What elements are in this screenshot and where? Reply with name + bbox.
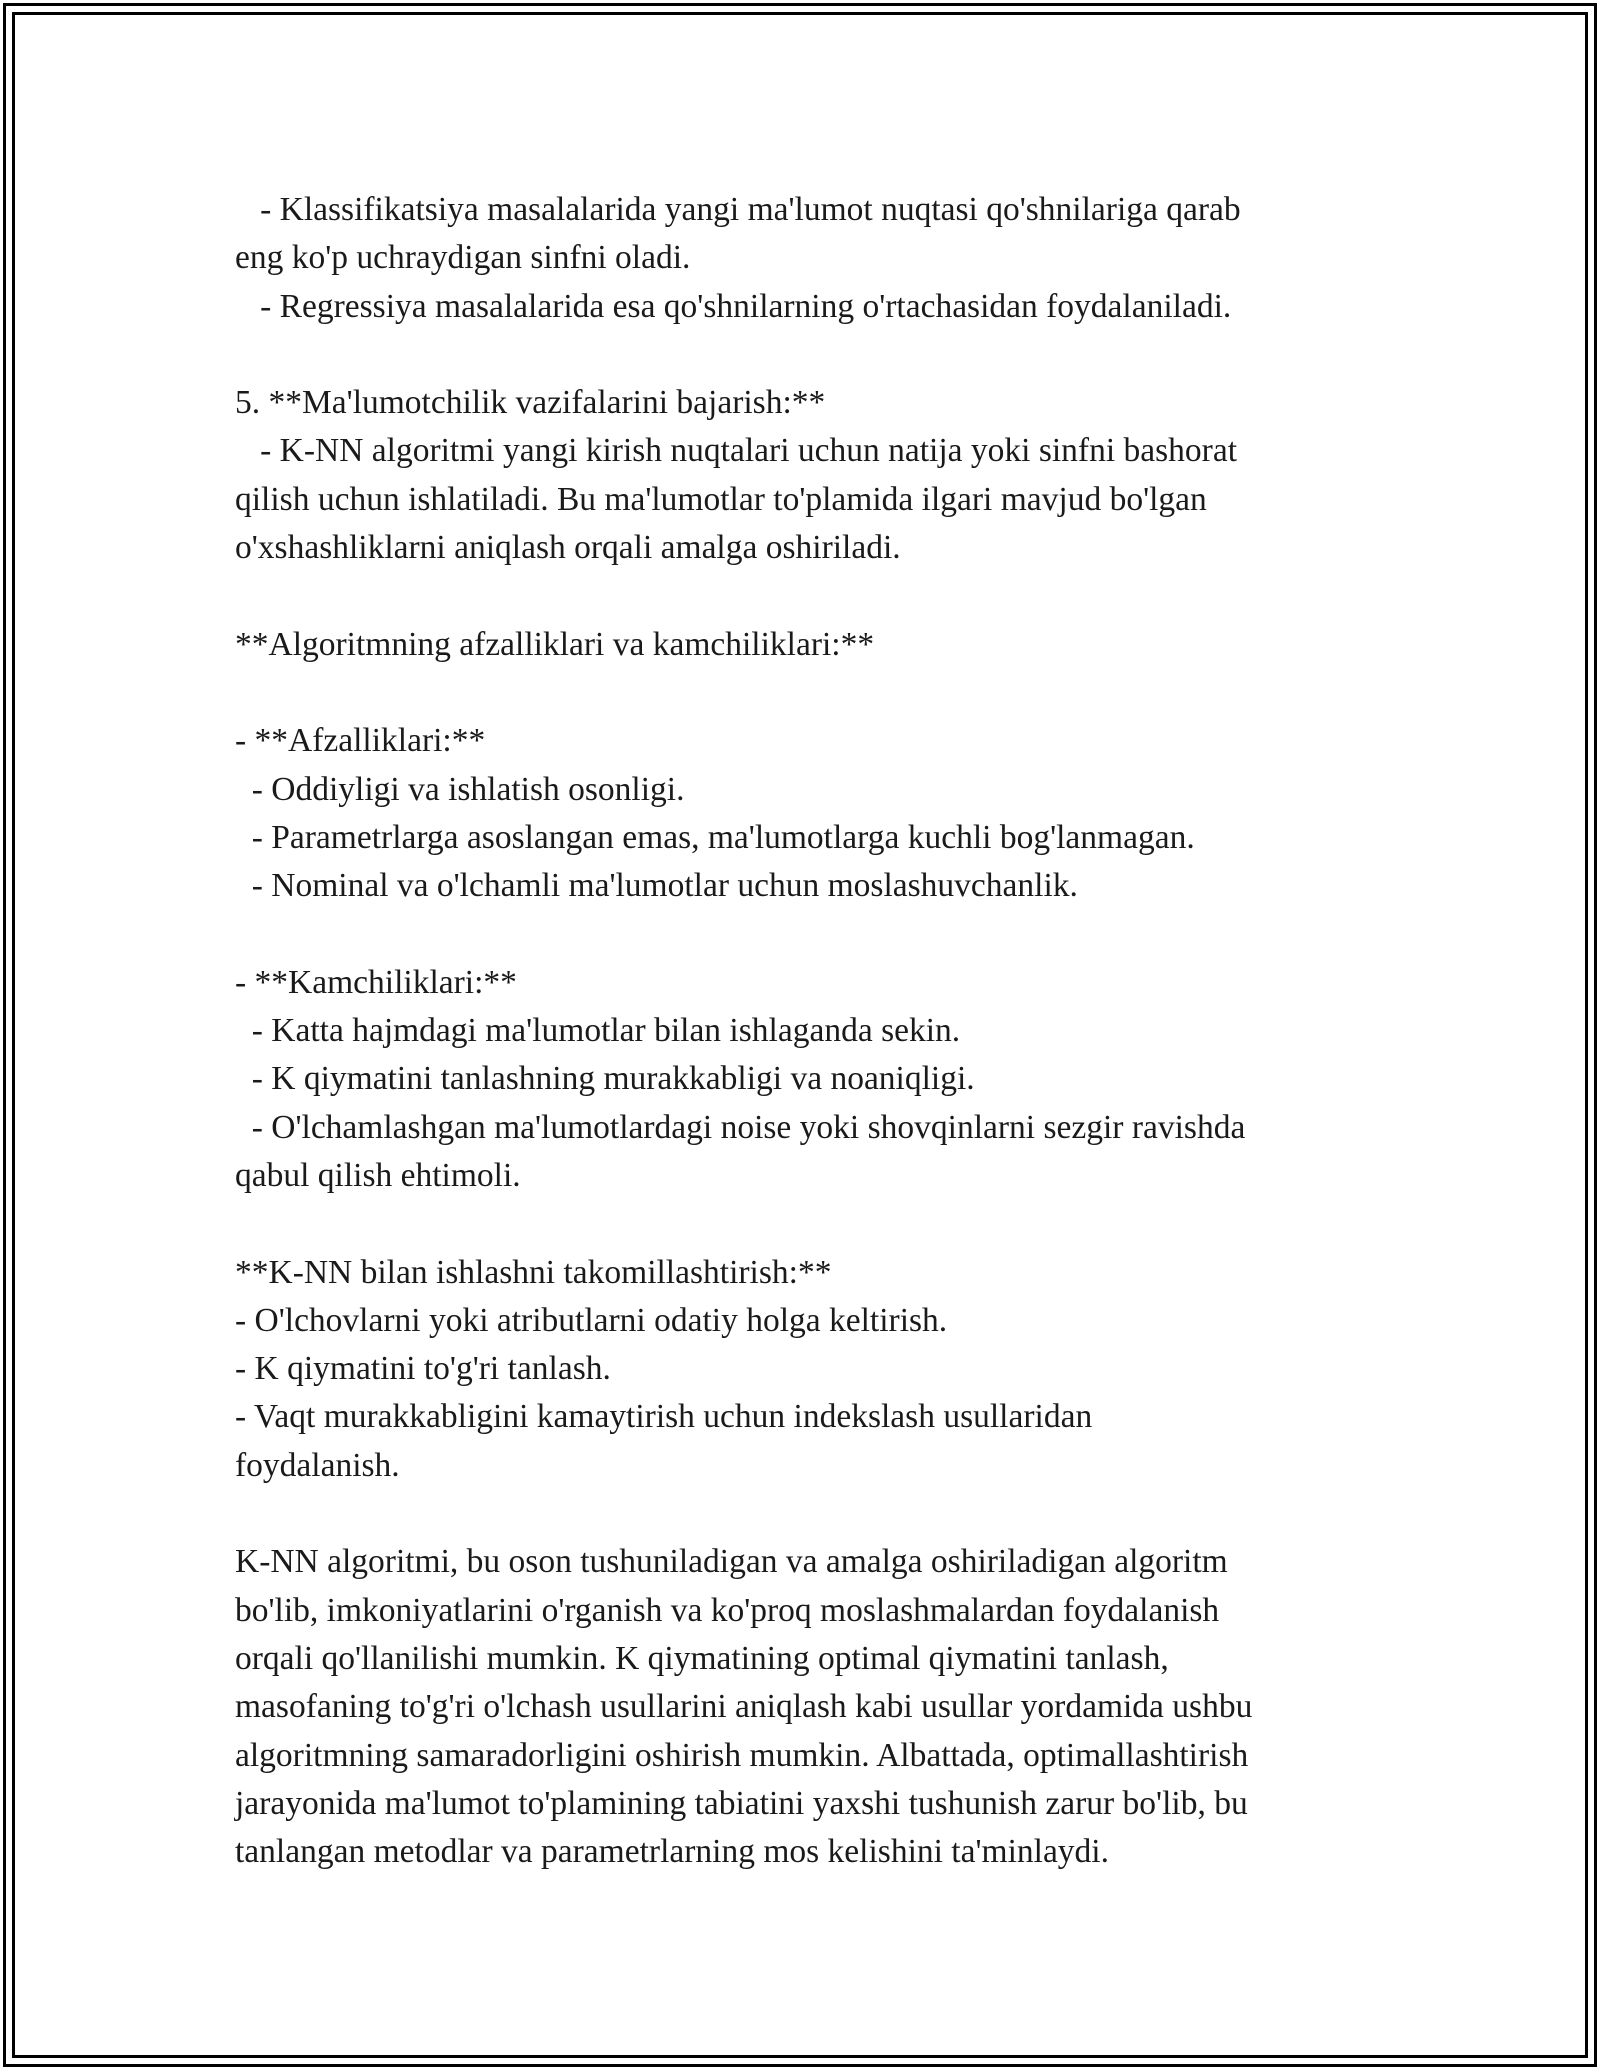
blank-line: [235, 1200, 1365, 1248]
paragraph-line: bo'lib, imkoniyatlarini o'rganish va ko'proq moslashmalardan foydalanish: [235, 1591, 1220, 1629]
section-heading: **Algoritmning afzalliklari va kamchiliklari:**: [235, 625, 875, 663]
text-line: foydalanish.: [235, 1446, 400, 1484]
paragraph-line: orqali qo'llanilishi mumkin. K qiymatining optimal qiymatini tanlash,: [235, 1639, 1169, 1677]
blank-line: [235, 1490, 1365, 1538]
list-heading: - **Kamchiliklari:**: [235, 963, 517, 1001]
list-item: - Katta hajmdagi ma'lumotlar bilan ishlaganda sekin.: [235, 1012, 961, 1050]
paragraph-line: masofaning to'g'ri o'lchash usullarini aniqlash kabi usullar yordamida ushbu: [235, 1688, 1253, 1726]
text-line: o'xshashliklarni aniqlash orqali amalga oshiriladi.: [235, 529, 901, 567]
blank-line: [235, 572, 1365, 620]
blank-line: [235, 669, 1365, 717]
list-item: - K qiymatini tanlashning murakkabligi va noaniqligi.: [235, 1060, 975, 1098]
list-heading: - **Afzalliklari:**: [235, 722, 486, 760]
list-item: - K qiymatini to'g'ri tanlash.: [235, 1350, 611, 1388]
list-item: - O'lchovlarni yoki atributlarni odatiy holga keltirish.: [235, 1301, 948, 1339]
list-item: - Nominal va o'lchamli ma'lumotlar uchun moslashuvchanlik.: [235, 867, 1078, 905]
text-line: - Klassifikatsiya masalalarida yangi ma'lumot nuqtasi qo'shnilariga qarab: [235, 191, 1241, 228]
text-line: qilish uchun ishlatiladi. Bu ma'lumotlar to'plamida ilgari mavjud bo'lgan: [235, 480, 1207, 518]
text-line: - Regressiya masalalarida esa qo'shnilarning o'rtachasidan foydalaniladi.: [235, 287, 1232, 325]
list-item: - O'lchamlashgan ma'lumotlardagi noise yoki shovqinlarni sezgir ravishda: [235, 1108, 1246, 1146]
paragraph-line: algoritmning samaradorligini oshirish mumkin. Albattada, optimallashtirish: [235, 1736, 1249, 1774]
paragraph-line: tanlangan metodlar va parametrlarning mos kelishini ta'minlaydi.: [235, 1833, 1109, 1871]
text-line: eng ko'p uchraydigan sinfni oladi.: [235, 239, 691, 277]
paragraph-line: jarayonida ma'lumot to'plamining tabiatini yaxshi tushunish zarur bo'lib, bu: [235, 1784, 1248, 1822]
document-body: [235, 186, 1365, 1876]
blank-line: [235, 910, 1365, 958]
text-line: - K-NN algoritmi yangi kirish nuqtalari uchun natija yoki sinfni bashorat: [235, 432, 1238, 470]
list-item: - Vaqt murakkabligini kamaytirish uchun indekslash usullaridan: [235, 1398, 1093, 1436]
paragraph-line: K-NN algoritmi, bu oson tushuniladigan va amalga oshiriladigan algoritm: [235, 1543, 1228, 1581]
section-heading: 5. **Ma'lumotchilik vazifalarini bajarish:**: [235, 384, 826, 422]
text-line: qabul qilish ehtimoli.: [235, 1156, 521, 1194]
list-item: - Oddiyligi va ishlatish osonligi.: [235, 770, 685, 808]
blank-line: [235, 331, 1365, 379]
section-heading: **K-NN bilan ishlashni takomillashtirish:**: [235, 1253, 832, 1291]
list-item: - Parametrlarga asoslangan emas, ma'lumotlarga kuchli bog'lanmagan.: [235, 818, 1195, 856]
